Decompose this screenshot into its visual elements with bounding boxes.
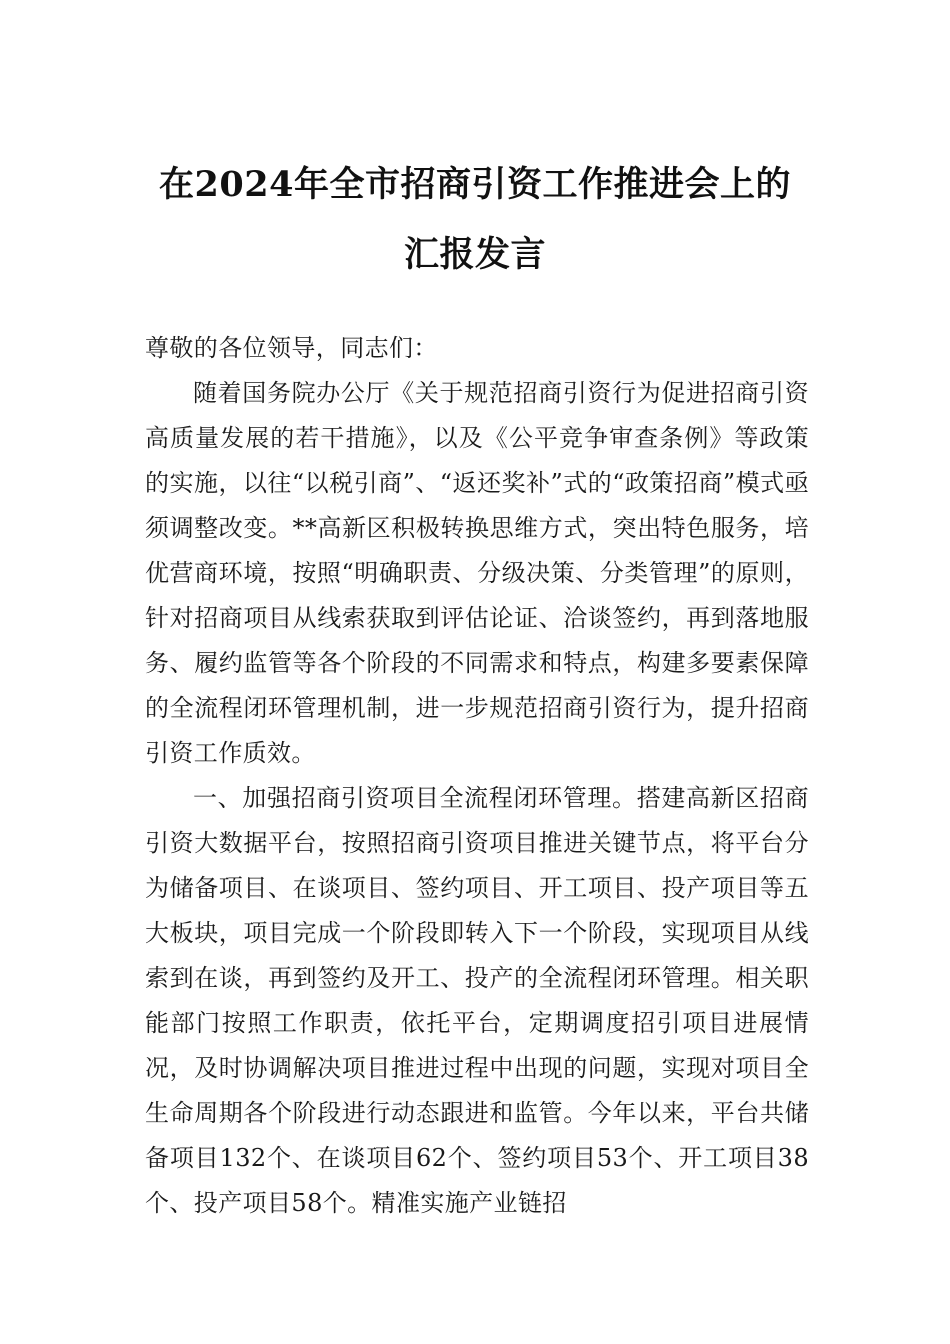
document-body — [145, 326, 809, 1226]
salutation: 尊敬的各位领导，同志们： — [145, 334, 438, 362]
paragraph-intro: 随着国务院办公厅《关于规范招商引资行为促进招商引资高质量发展的若干措施》，以及《公平竞争审查条例》等政策的实施，以往“以税引商”、“返还奖补”式的“政策招商”模式亟须调整改变。**高新区积极转换思维方式，突出特色服务，培优营商环境，按照“明确职责、分级决策、分类管理”的原则，针对招商项目从线索获取到评估论证、洽谈签约，再到落地服务、履约监管等各个阶段的不同需求和特点，构建多要素保障的全流程闭环管理机制，进一步规范招商引资行为，提升招商引资工作质效。 — [145, 379, 809, 767]
document-title: 在2024年全市招商引资工作推进会上的汇报发言 — [159, 164, 791, 275]
paragraph-section-one: 一、加强招商引资项目全流程闭环管理。搭建高新区招商引资大数据平台，按照招商引资项目推进关键节点，将平台分为储备项目、在谈项目、签约项目、开工项目、投产项目等五大板块，项目完成一个阶段即转入下一个阶段，实现项目从线索到在谈，再到签约及开工、投产的全流程闭环管理。相关职能部门按照工作职责，依托平台，定期调度招引项目进展情况，及时协调解决项目推进过程中出现的问题，实现对项目全生命周期各个阶段进行动态跟进和监管。今年以来，平台共储备项目132个、在谈项目62个、签约项目53个、开工项目38个、投产项目58个。精准实施产业链招 — [145, 784, 809, 1217]
